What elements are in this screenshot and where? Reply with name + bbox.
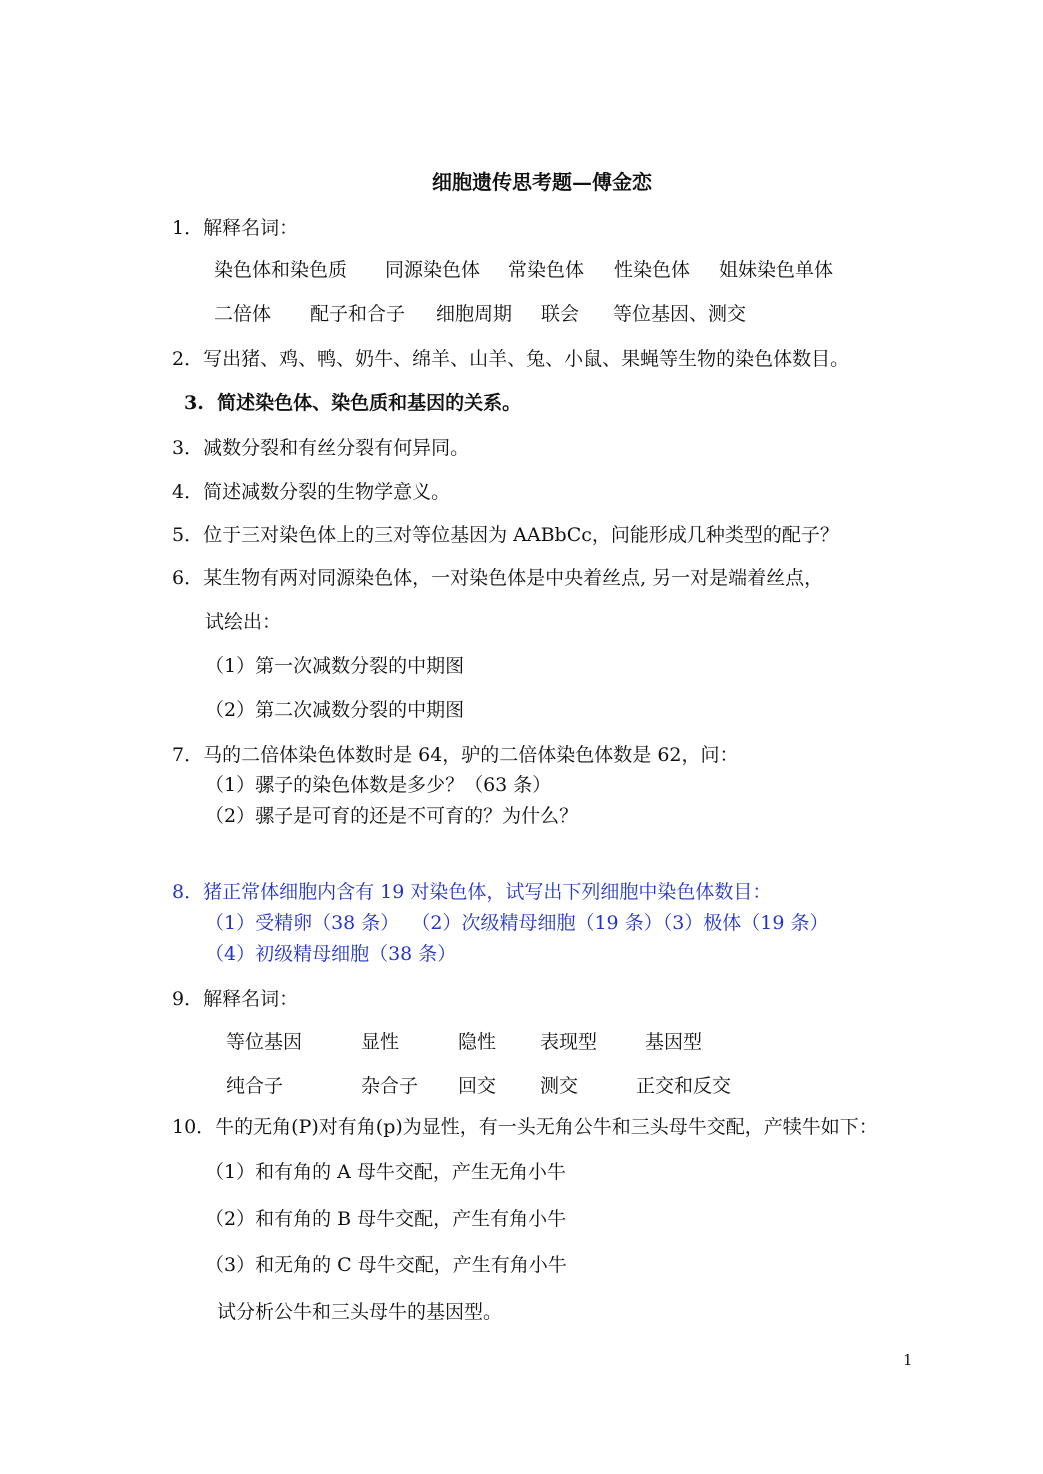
term: 隐性	[458, 1031, 497, 1053]
term: 姐妹染色单体	[719, 259, 834, 281]
term: 正交和反交	[636, 1075, 732, 1097]
question-2: 2．写出猪、鸡、鸭、奶牛、绵羊、山羊、兔、小鼠、果蝇等生物的染色体数目。	[172, 348, 850, 370]
term: 细胞周期	[436, 303, 513, 325]
term: 等位基因、测交	[613, 303, 747, 325]
sub-item: （2）第二次减数分裂的中期图	[205, 699, 465, 721]
term: 染色体和染色质	[214, 259, 348, 281]
question-7-stem: 7．马的二倍体染色体数时是 64，驴的二倍体染色体数是 62，问：	[172, 744, 739, 766]
question-9-stem: 9．解释名词：	[172, 988, 299, 1010]
sub-item: （1）骡子的染色体数是多少？（63 条）	[205, 774, 552, 796]
term: 配子和合子	[310, 303, 406, 325]
term: 杂合子	[361, 1075, 419, 1097]
question-10-stem: 10．牛的无角(P)对有角(p)为显性，有一头无角公牛和三头母牛交配，产犊牛如下：	[172, 1116, 878, 1138]
sub-item: （2）骡子是可育的还是不可育的？为什么？	[205, 805, 579, 827]
term: 常染色体	[508, 259, 585, 281]
question-8-answers: （1）受精卵（38 条） （2）次级精母细胞（19 条）（3）极体（19 条）	[205, 912, 829, 934]
term: 回交	[458, 1075, 497, 1097]
term: 显性	[361, 1031, 400, 1053]
question-8-stem: 8．猪正常体细胞内含有 19 对染色体，试写出下列细胞中染色体数目：	[172, 881, 772, 903]
sub-item: （1）和有角的 A 母牛交配，产生无角小牛	[205, 1161, 566, 1183]
term: 表现型	[540, 1031, 598, 1053]
question-6-continuation: 试绘出：	[205, 611, 282, 633]
question-3-bold: 3. 简述染色体、染色质和基因的关系。	[184, 392, 522, 414]
term: 纯合子	[226, 1075, 284, 1097]
sub-item: （3）和无角的 C 母牛交配，产生有角小牛	[205, 1254, 567, 1276]
term: 测交	[540, 1075, 579, 1097]
term: 二倍体	[214, 303, 272, 325]
question-4: 4．简述减数分裂的生物学意义。	[172, 481, 451, 503]
page-title: 细胞遗传思考题—傅金恋	[432, 170, 652, 194]
term: 联会	[541, 303, 580, 325]
page-number: 1	[903, 1351, 913, 1369]
question-6-stem: 6．某生物有两对同源染色体，一对染色体是中央着丝点, 另一对是端着丝点，	[172, 567, 824, 589]
question-5: 5．位于三对染色体上的三对等位基因为 AABbCc，问能形成几种类型的配子？	[172, 524, 839, 546]
term: 等位基因	[226, 1031, 303, 1053]
question-3: 3．减数分裂和有丝分裂有何异同。	[172, 437, 470, 459]
term: 基因型	[645, 1031, 703, 1053]
question-8-answers: （4）初级精母细胞（38 条）	[205, 943, 457, 965]
term: 同源染色体	[385, 259, 481, 281]
question-1-stem: 1．解释名词：	[172, 217, 299, 239]
question-10-task: 试分析公牛和三头母牛的基因型。	[217, 1301, 503, 1323]
sub-item: （2）和有角的 B 母牛交配，产生有角小牛	[205, 1208, 567, 1230]
term: 性染色体	[614, 259, 691, 281]
sub-item: （1）第一次减数分裂的中期图	[205, 655, 465, 677]
